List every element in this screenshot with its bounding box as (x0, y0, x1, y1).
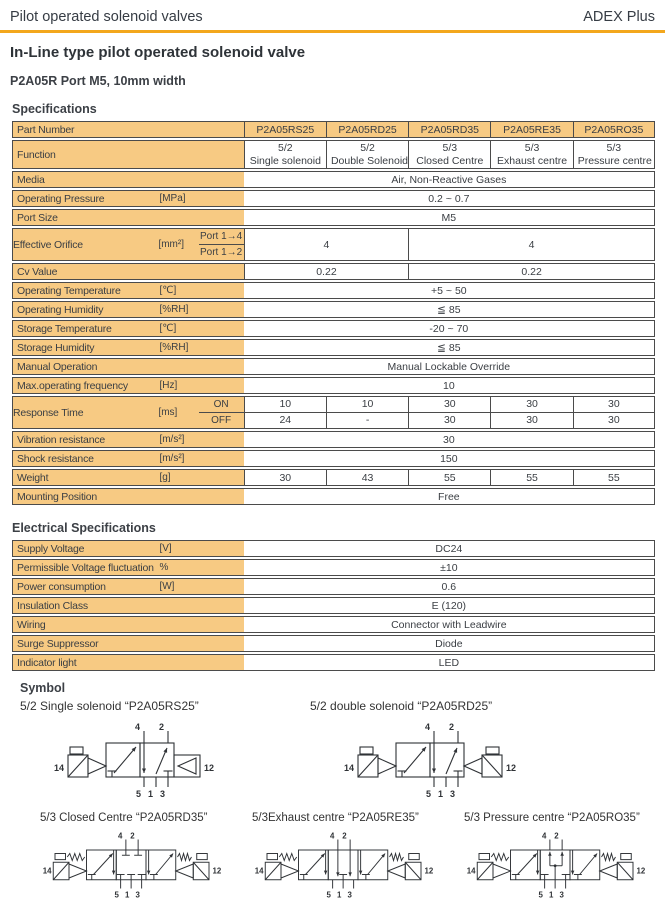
row-value: +5 ~ 50 (244, 282, 655, 299)
row-label: Cv Value (12, 263, 244, 280)
svg-text:4: 4 (542, 831, 547, 841)
valve-diagram-5-2-double (320, 721, 520, 801)
symbol-block (310, 699, 650, 806)
valve-caption: 5/2 double solenoid “P2A05RD25” (310, 699, 493, 713)
spec-row-storage-humidity (12, 339, 655, 356)
sub-top: ON (213, 399, 229, 410)
valve-diagram-5-3-exhaust (242, 829, 446, 899)
row-label: Supply Voltage (12, 540, 158, 557)
svg-text:12: 12 (212, 866, 222, 876)
row-label: Weight (12, 469, 158, 486)
elec-row-supply-voltage (12, 540, 655, 557)
svg-text:1: 1 (147, 789, 153, 799)
valve-caption: 5/3 Pressure centre “P2A05RO35” (464, 812, 640, 824)
sub-bottom: OFF (199, 412, 244, 428)
row-value: ≦ 85 (244, 301, 655, 318)
svg-text:5: 5 (114, 890, 119, 899)
part-number-cell: P2A05RS25 (244, 121, 326, 138)
symbol-block (242, 812, 446, 904)
symbol-block (20, 699, 310, 806)
row-unit: [W] (158, 578, 243, 595)
response-cell: 30 30 (408, 396, 490, 429)
svg-text:2: 2 (342, 831, 347, 841)
spec-row-operating-temperature (12, 282, 655, 299)
spec-row-weight (12, 469, 655, 486)
electrical-heading: Electrical Specifications (12, 521, 156, 535)
spec-row-media (12, 171, 655, 188)
svg-text:14: 14 (343, 763, 354, 773)
svg-text:12: 12 (506, 763, 517, 773)
row-label: Effective Orifice (12, 228, 158, 261)
header-product-family: Pilot operated solenoid valves (10, 9, 203, 25)
row-subheader (199, 396, 244, 429)
accent-rule (0, 30, 665, 33)
sub-top: Port 1→4 (200, 231, 243, 242)
svg-text:1: 1 (125, 890, 130, 899)
symbol-row-1 (20, 699, 665, 806)
spec-row-operating-humidity (12, 301, 655, 318)
row-unit: [℃] (158, 320, 243, 337)
row-label: Surge Suppressor (12, 635, 244, 652)
spec-row-function (12, 140, 655, 169)
svg-text:4: 4 (118, 831, 123, 841)
elec-row-voltage-fluctuation (12, 559, 655, 576)
function-cell: 5/3 Closed Centre (408, 140, 490, 169)
row-label: Shock resistance (12, 450, 158, 467)
row-value: 0.22 (408, 263, 655, 280)
weight-cell: 55 (573, 469, 655, 486)
row-label: Permissible Voltage fluctuation (12, 559, 158, 576)
svg-text:4: 4 (134, 722, 140, 732)
row-label: Function (12, 140, 244, 169)
row-value: 0.22 (244, 263, 409, 280)
spec-row-vibration-resistance (12, 431, 655, 448)
spec-row-part-number (12, 121, 655, 138)
row-label: Operating Humidity (12, 301, 158, 318)
spec-row-manual-operation (12, 358, 655, 375)
row-unit: [MPa] (158, 190, 243, 207)
row-label: Port Size (12, 209, 244, 226)
row-value: 30 (244, 431, 655, 448)
row-value: DC24 (244, 540, 655, 557)
svg-text:5: 5 (135, 789, 141, 799)
symbol-section (20, 681, 665, 904)
function-cell: 5/2 Double Solenoid (326, 140, 408, 169)
row-label: Max.operating frequency (12, 377, 158, 394)
row-label: Storage Humidity (12, 339, 158, 356)
part-number-cell: P2A05RD25 (326, 121, 408, 138)
symbol-block (454, 812, 658, 904)
row-value: Manual Lockable Override (244, 358, 655, 375)
spec-row-port-size (12, 209, 655, 226)
row-label: Storage Temperature (12, 320, 158, 337)
row-value: 4 (244, 228, 409, 261)
row-value: 150 (244, 450, 655, 467)
specifications-table (12, 119, 655, 507)
row-unit: [g] (158, 469, 243, 486)
svg-text:2: 2 (130, 831, 135, 841)
elec-row-surge-suppressor (12, 635, 655, 652)
valve-caption: 5/3 Closed Centre “P2A05RD35” (40, 812, 208, 824)
row-label: Media (12, 171, 244, 188)
row-label: Operating Pressure (12, 190, 158, 207)
row-unit: [%RH] (158, 339, 243, 356)
response-cell: 10 24 (244, 396, 326, 429)
svg-text:1: 1 (337, 890, 342, 899)
row-label: Operating Temperature (12, 282, 158, 299)
valve-caption: 5/3Exhaust centre “P2A05RE35” (252, 812, 419, 824)
svg-text:3: 3 (347, 890, 352, 899)
spec-row-operating-pressure (12, 190, 655, 207)
elec-row-wiring (12, 616, 655, 633)
elec-row-power-consumption (12, 578, 655, 595)
weight-cell: 43 (326, 469, 408, 486)
svg-text:3: 3 (559, 890, 564, 899)
row-value: ±10 (244, 559, 655, 576)
row-unit: [Hz] (158, 377, 243, 394)
svg-text:4: 4 (424, 722, 430, 732)
row-value: Diode (244, 635, 655, 652)
weight-cell: 55 (408, 469, 490, 486)
header-brand: ADEX Plus (583, 9, 655, 25)
row-unit: [m/s²] (158, 431, 243, 448)
valve-diagram-5-3-pressure (454, 829, 658, 899)
valve-diagram-5-3-closed (30, 829, 234, 899)
row-unit: [m/s²] (158, 450, 243, 467)
row-value: 0.2 ~ 0.7 (244, 190, 655, 207)
row-label: Response Time (12, 396, 158, 429)
spec-row-cv-value (12, 263, 655, 280)
spec-row-max-operating-frequency (12, 377, 655, 394)
function-cell: 5/2 Single solenoid (244, 140, 326, 169)
row-label: Manual Operation (12, 358, 244, 375)
row-value: Connector with Leadwire (244, 616, 655, 633)
row-value: 4 (408, 228, 655, 261)
row-unit: [℃] (158, 282, 243, 299)
electrical-table (12, 538, 655, 673)
svg-text:3: 3 (449, 789, 455, 799)
symbol-block (30, 812, 234, 904)
svg-text:14: 14 (42, 866, 52, 876)
sub-bottom: Port 1→2 (199, 244, 244, 260)
weight-cell: 55 (490, 469, 572, 486)
page-subtitle: P2A05R Port M5, 10mm width (10, 74, 186, 88)
part-number-cell: P2A05RE35 (490, 121, 572, 138)
svg-text:14: 14 (466, 866, 476, 876)
row-label: Part Number (12, 121, 244, 138)
row-label: Insulation Class (12, 597, 244, 614)
spec-row-mounting-position (12, 488, 655, 505)
page-title: In-Line type pilot operated solenoid valve (10, 44, 306, 61)
weight-cell: 30 (244, 469, 326, 486)
svg-text:12: 12 (636, 866, 646, 876)
row-label: Vibration resistance (12, 431, 158, 448)
row-value: -20 ~ 70 (244, 320, 655, 337)
row-value: LED (244, 654, 655, 671)
svg-text:1: 1 (437, 789, 443, 799)
specifications-heading: Specifications (12, 102, 97, 116)
row-unit: % (158, 559, 243, 576)
symbol-heading: Symbol (20, 681, 66, 695)
svg-text:5: 5 (538, 890, 543, 899)
response-cell: 30 30 (573, 396, 655, 429)
svg-text:2: 2 (448, 722, 454, 732)
row-value: M5 (244, 209, 655, 226)
spec-row-response-time (12, 396, 655, 429)
row-label: Mounting Position (12, 488, 244, 505)
part-number-cell: P2A05RO35 (573, 121, 655, 138)
row-unit: [V] (158, 540, 243, 557)
row-value: ≦ 85 (244, 339, 655, 356)
row-value: Free (244, 488, 655, 505)
spec-row-effective-orifice (12, 228, 655, 261)
row-value: Air, Non-Reactive Gases (244, 171, 655, 188)
row-value: 0.6 (244, 578, 655, 595)
svg-text:5: 5 (425, 789, 431, 799)
spec-row-shock-resistance (12, 450, 655, 467)
elec-row-insulation-class (12, 597, 655, 614)
svg-text:2: 2 (554, 831, 559, 841)
row-value: 10 (244, 377, 655, 394)
row-label: Wiring (12, 616, 244, 633)
response-cell: 30 30 (490, 396, 572, 429)
function-cell: 5/3 Exhaust centre (490, 140, 572, 169)
elec-row-indicator-light (12, 654, 655, 671)
valve-diagram-5-2-single (30, 721, 230, 801)
spec-row-storage-temperature (12, 320, 655, 337)
function-cell: 5/3 Pressure centre (573, 140, 655, 169)
row-unit: [ms] (158, 396, 198, 429)
page-header (0, 0, 665, 30)
svg-text:14: 14 (254, 866, 264, 876)
part-number-cell: P2A05RD35 (408, 121, 490, 138)
row-unit: [mm²] (158, 228, 198, 261)
svg-text:12: 12 (424, 866, 434, 876)
row-value: E (120) (244, 597, 655, 614)
svg-text:4: 4 (330, 831, 335, 841)
svg-text:14: 14 (53, 763, 64, 773)
response-cell: 10 - (326, 396, 408, 429)
valve-caption: 5/2 Single solenoid “P2A05RS25” (20, 699, 199, 713)
svg-text:1: 1 (549, 890, 554, 899)
svg-text:2: 2 (158, 722, 164, 732)
svg-text:3: 3 (135, 890, 140, 899)
row-label: Indicator light (12, 654, 244, 671)
row-label: Power consumption (12, 578, 158, 595)
row-unit: [%RH] (158, 301, 243, 318)
svg-text:3: 3 (159, 789, 165, 799)
symbol-row-2 (30, 812, 665, 904)
svg-text:5: 5 (326, 890, 331, 899)
svg-text:12: 12 (204, 763, 215, 773)
row-subheader (199, 228, 244, 261)
